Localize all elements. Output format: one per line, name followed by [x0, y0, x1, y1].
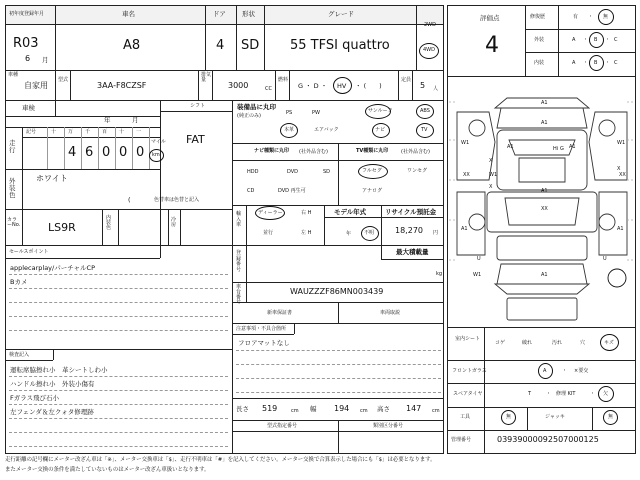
body-shape: SD	[241, 38, 260, 53]
mileage-digit: 0	[136, 145, 145, 160]
max-load-label: 最大積載量	[396, 248, 429, 256]
equip-abs: ABS	[420, 108, 430, 114]
digit-label: 百	[102, 129, 108, 135]
equipment-note: (純正のみ)	[237, 113, 261, 119]
seat-opt-dirt: 汚れ	[552, 340, 563, 346]
equip-tv: TV	[421, 127, 428, 133]
mileage-digit: 0	[119, 145, 128, 160]
exterior-grade-label: 外装	[534, 37, 545, 43]
repair-opt: 無	[603, 14, 609, 20]
navi-title: ナビ種類に丸印	[254, 148, 290, 154]
glass-opt: A	[543, 368, 547, 374]
inspector-note-line: 左フェンダ＆左クォタ修理跡	[10, 408, 94, 416]
tv-analog: アナログ	[362, 188, 383, 194]
tools-value: 無	[506, 414, 512, 420]
tv-note: (社外品含む)	[401, 149, 430, 155]
shift-label: シフト	[190, 103, 206, 109]
damage-mark: XX	[619, 172, 626, 178]
seat-opt-burn: コゲ	[495, 340, 506, 346]
mgmt-no: 03939000092507000125	[497, 435, 599, 444]
glass-opt: ・	[562, 368, 568, 374]
mileage-digit-header	[22, 128, 150, 137]
damage-mark: XX	[463, 172, 470, 178]
navi-note: (社外品含む)	[299, 149, 328, 155]
damage-mark: A1	[617, 226, 624, 232]
jack-label: ジャッキ	[545, 414, 565, 420]
equip-navi: ナビ	[375, 127, 386, 133]
inspection-year-unit: 年	[104, 116, 111, 124]
footer-note-line2: またメーター交換の条件を満たしていないものはメーター改ざん車扱いとなります。	[5, 467, 210, 473]
shift-value: FAT	[186, 133, 205, 146]
navi-hdd: HDD	[247, 169, 259, 175]
displacement: 3000	[228, 81, 249, 90]
inspector-note-line: 運転席脇擦れ小 革シートしわ小	[10, 366, 108, 374]
grade-opt: C	[614, 37, 618, 43]
exterior-color: ホワイト	[36, 174, 68, 183]
fuel-options: G ・ D ・	[298, 82, 328, 90]
reg-month: 6	[25, 54, 31, 63]
repair-opt: ・	[588, 14, 594, 20]
mileage-digit: 6	[85, 145, 94, 160]
spare-opt: ・	[590, 391, 596, 397]
grade-opt: A	[572, 60, 576, 66]
inspector-note-line: ハンドル擦れ小 外装小傷有	[10, 380, 95, 388]
drive-4wd: 4WD	[423, 47, 435, 53]
height-value: 147	[406, 404, 422, 413]
equip-airbag: エアバック	[314, 127, 339, 133]
interior-grade-label: 内装	[534, 60, 545, 66]
mgmt-no-label: 管理番号	[451, 437, 472, 443]
reg-no-label: 登録番号	[236, 250, 242, 273]
navi-dvd: DVD	[287, 169, 299, 175]
vin-label: 車台番号	[236, 284, 242, 305]
damage-mark: A1	[461, 226, 468, 232]
spare-opt: 欠	[603, 391, 609, 397]
seat-label: 室内シート	[455, 336, 481, 342]
car-name-label: 車名	[122, 10, 135, 18]
fuel-other: ・ ( )	[355, 82, 382, 90]
dimension-unit: cm	[291, 408, 299, 414]
grade-label: グレード	[328, 10, 354, 18]
digit-label: 記号	[26, 129, 37, 135]
displacement-label: 排気量	[201, 72, 212, 83]
capacity-label: 定員	[401, 77, 412, 83]
shape-label: 形状	[242, 10, 255, 18]
km-label: km	[152, 152, 160, 158]
digit-label: 千	[85, 129, 91, 135]
month-unit: 月	[42, 56, 49, 64]
mileage-digit: 0	[102, 145, 111, 160]
damage-mark: A1	[569, 144, 576, 150]
sales-points-title: セールスポイント	[9, 249, 49, 255]
fuel-hv: HV	[337, 82, 347, 90]
spare-opt: ・	[546, 391, 552, 397]
exterior-label: 外装色	[9, 177, 16, 200]
dimension-unit: cm	[360, 408, 368, 414]
spare-tire-label: スペアタイヤ	[453, 391, 483, 397]
repair-history-label: 修復歴	[530, 14, 546, 20]
damage-mark: A1	[541, 188, 548, 194]
fuel-label: 燃料	[278, 77, 289, 83]
length-value: 519	[262, 404, 278, 413]
height-label: 高さ	[377, 405, 390, 413]
tv-oneseg: ワンセグ	[407, 168, 428, 174]
tv-title: TV種類に丸印	[356, 148, 389, 154]
car-damage-diagram	[449, 80, 635, 325]
grade-opt: ・	[583, 60, 589, 66]
damage-mark: X	[617, 166, 621, 172]
damage-mark: U	[477, 256, 481, 262]
sales-point-line: applecarplay/パーチャルCP	[10, 264, 95, 272]
damage-mark: W1	[617, 140, 626, 146]
class-no-label: 類別区分番号	[373, 423, 404, 429]
type-designation-label: 型式指定番号	[267, 423, 298, 429]
exterior-paren: (	[128, 196, 131, 204]
door-count: 4	[216, 38, 225, 53]
model-label: 型式	[58, 77, 69, 83]
glass-opt: ×要交	[574, 368, 589, 374]
grade-opt: ・	[583, 37, 589, 43]
import-left-h: 左 H	[301, 230, 312, 236]
damage-mark: X	[489, 184, 493, 190]
grade-opt: C	[614, 60, 618, 66]
sales-point-line: Bカメ	[10, 278, 28, 286]
width-value: 194	[334, 404, 350, 413]
equip-ps: PS	[286, 110, 293, 116]
color-change-note: 色替車は色替と記入	[154, 197, 200, 203]
equip-leather: 本革	[284, 127, 295, 133]
reg-era-year: R03	[13, 36, 39, 51]
vehicle-type-label: 車種	[8, 72, 19, 78]
vehicle-type: 自家用	[24, 81, 48, 90]
notes-box-title: 注意事項・不具合箇所	[236, 326, 287, 332]
person-unit: 人	[433, 86, 439, 92]
damage-mark-circle	[608, 269, 626, 287]
damage-mark: A1	[507, 144, 514, 150]
tv-fullseg: フルセグ	[362, 168, 382, 174]
seat-opt-tear: 破れ	[522, 340, 533, 346]
damage-mark: G	[560, 146, 564, 152]
model-year-unknown: 不明	[364, 230, 375, 236]
digit-label: 十	[51, 129, 57, 135]
score-label: 評価点	[480, 14, 500, 22]
grade-value: 55 TFSI quattro	[290, 38, 390, 53]
seat-opt-scratch: キズ	[604, 340, 614, 346]
digit-label: 十	[119, 129, 125, 135]
cooling-label: 冷房	[171, 217, 177, 228]
navi-dvd-play: DVD 再生可	[278, 188, 306, 194]
damage-mark: U	[603, 256, 607, 262]
interior-label: 内装色	[106, 215, 112, 231]
grade-opt: A	[572, 37, 576, 43]
damage-mark: XX	[541, 206, 548, 212]
model-code: 3AA-F8CZSF	[97, 81, 147, 90]
equip-sunroof: サンルーフ	[368, 108, 393, 114]
drive-2wd: 2WD	[424, 22, 436, 28]
length-label: 長さ	[236, 405, 249, 413]
equipment-title: 装備品に丸印	[237, 103, 276, 111]
recycle-label: リサイクル預託金	[385, 208, 437, 216]
import-label: 輸入車	[236, 211, 242, 228]
seat-opt-hole: 穴	[580, 340, 586, 346]
spare-opt: T	[528, 391, 532, 397]
mileage-label: 走行	[9, 139, 16, 154]
import-right-h: 右 H	[301, 210, 312, 216]
grade-opt: ・	[605, 37, 611, 43]
inspection-label: 車検	[22, 104, 35, 112]
notes-box-line: フロアマットなし	[238, 339, 290, 347]
new-car-warranty: 新車保証書	[267, 310, 293, 316]
vehicle-manual: 車両取説	[380, 310, 401, 316]
inspection-month-unit: 月	[132, 116, 139, 124]
digit-label: 一	[136, 129, 142, 135]
tools-label: 工具	[460, 414, 471, 420]
damage-mark: A1	[541, 100, 548, 106]
equip-pw: PW	[312, 110, 320, 116]
spare-opt: 修理 KIT	[556, 391, 576, 397]
inspector-note-line: Fガラス飛び石小	[10, 394, 60, 402]
damage-mark: W1	[473, 272, 482, 278]
damage-mark: A1	[541, 120, 548, 126]
import-parallel: 並行	[263, 230, 274, 236]
damage-mark: X	[489, 158, 493, 164]
car-name: A8	[123, 38, 141, 53]
cc-unit: CC	[265, 86, 272, 92]
windshield-label: フロントガラス	[452, 368, 487, 374]
color-no-label: カラーNo.	[7, 217, 21, 228]
model-year-unit: 年	[346, 231, 352, 237]
recycle-yen: 円	[433, 230, 439, 236]
navi-sd: SD	[323, 169, 331, 175]
model-year-label: モデル年式	[334, 208, 367, 216]
damage-mark: W1	[489, 172, 498, 178]
score-value: 4	[485, 33, 499, 58]
inspector-notes-title: 検査記入	[9, 352, 30, 358]
grade-opt: B	[594, 60, 598, 66]
vin-value: WAUZZZF86MN003439	[290, 287, 384, 296]
mile-label: マイル	[151, 139, 166, 145]
damage-mark: A1	[541, 272, 548, 278]
import-dealer: ディーラー	[258, 210, 283, 216]
width-label: 幅	[310, 405, 317, 413]
color-code: LS9R	[48, 221, 76, 234]
grade-opt: B	[594, 37, 598, 43]
door-label: ドア	[213, 10, 226, 18]
digit-label: 万	[68, 129, 74, 135]
max-load-unit: kg	[436, 271, 443, 277]
footer-note-line1: 走行距離の記号欄にメーター改ざん車は「※」、メーター交換車は「$」、走行不明車は「#」を記入してください。メーター交換で合算表示した場合にも「$」は必要となります。	[5, 457, 436, 463]
dimension-unit: cm	[432, 408, 440, 414]
reg-year-label: 初年度登録年月	[9, 11, 45, 17]
damage-mark: W1	[461, 140, 470, 146]
mileage-digit: 4	[68, 145, 77, 160]
jack-value: 無	[608, 414, 614, 420]
capacity: 5	[420, 81, 426, 90]
recycle-amount: 18,270	[395, 226, 423, 235]
grade-opt: ・	[605, 60, 611, 66]
repair-opt: 有	[573, 14, 579, 20]
damage-mark: Hi	[553, 146, 559, 152]
navi-cd: CD	[247, 188, 255, 194]
